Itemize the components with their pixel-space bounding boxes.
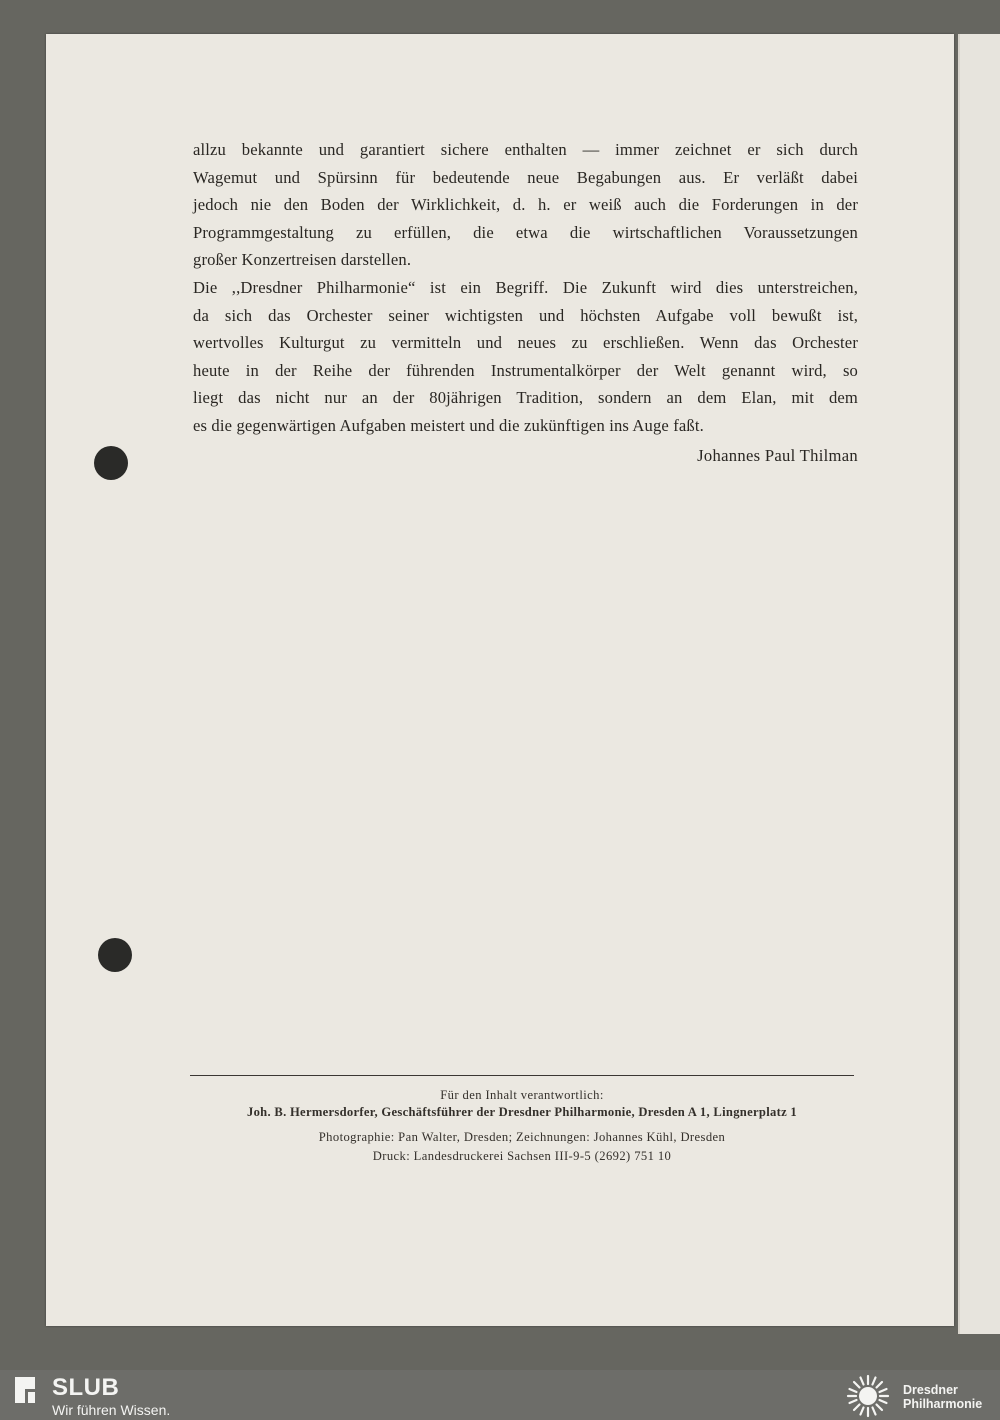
imprint-publisher: Joh. B. Hermersdorfer, Geschäftsführer der Dresdner Philharmonie, Dresden A 1, Lingnerplatz 1 [246,1105,798,1119]
dresdner-philharmonie-brand[interactable] [903,1384,995,1411]
imprint-photography: Photographie: Pan Walter, Dresden; Zeichnungen: Johannes Kühl, Dresden [318,1130,726,1144]
text-line: Programmgestaltung zu erfüllen, die etwa die wirtschaftlichen Voraussetzungen [193,222,858,242]
text-line: jedoch nie den Boden der Wirklichkeit, d. h. er weiß auch die Forderungen in der [193,195,858,215]
adjacent-page-edge [958,34,1000,1334]
text-line: großer Konzertreisen darstellen. [193,250,412,270]
brand-line-1: Dresdner [903,1383,958,1397]
slub-slogan: Wir führen Wissen. [52,1402,171,1418]
imprint-responsible-heading: Für den Inhalt verantwortlich: [440,1088,604,1102]
text-line: liegt das nicht nur an der 80jährigen Tradition, sondern an dem Elan, mit dem [193,388,858,408]
imprint-printer: Druck: Landesdruckerei Sachsen III-9-5 (2692) 751 10 [372,1149,672,1163]
dresdner-philharmonie-logo-icon[interactable] [842,1372,894,1420]
text-line: es die gegenwärtigen Aufgaben meistert und die zukünftigen ins Auge faßt. [193,415,704,435]
punch-hole [98,938,132,972]
text-line: Die ,,Dresdner Philharmonie“ ist ein Begriff. Die Zukunft wird dies unterstreichen, [193,277,858,297]
text-line: Wagemut und Spürsinn für bedeutende neue Begabungen aus. Er verläßt dabei [193,167,858,187]
text-line: wertvolles Kulturgut zu vermitteln und neues zu erschließen. Wenn das Orchester [193,333,858,353]
divider-rule [190,1075,854,1076]
brand-line-2: Philharmonie [903,1396,983,1411]
author-signature: Johannes Paul Thilman [697,446,858,465]
slub-brand[interactable]: SLUB [52,1374,120,1401]
punch-hole [94,446,128,480]
slub-logo-icon[interactable] [12,1375,38,1405]
text-line: da sich das Orchester seiner wichtigsten und höchsten Aufgabe voll bewußt ist, [193,305,858,325]
text-line: allzu bekannte und garantiert sichere enthalten — immer zeichnet er sich durch [193,140,858,159]
text-line: heute in der Reihe der führenden Instrumentalkörper der Welt genannt wird, so [193,360,858,380]
body-text [193,136,858,440]
